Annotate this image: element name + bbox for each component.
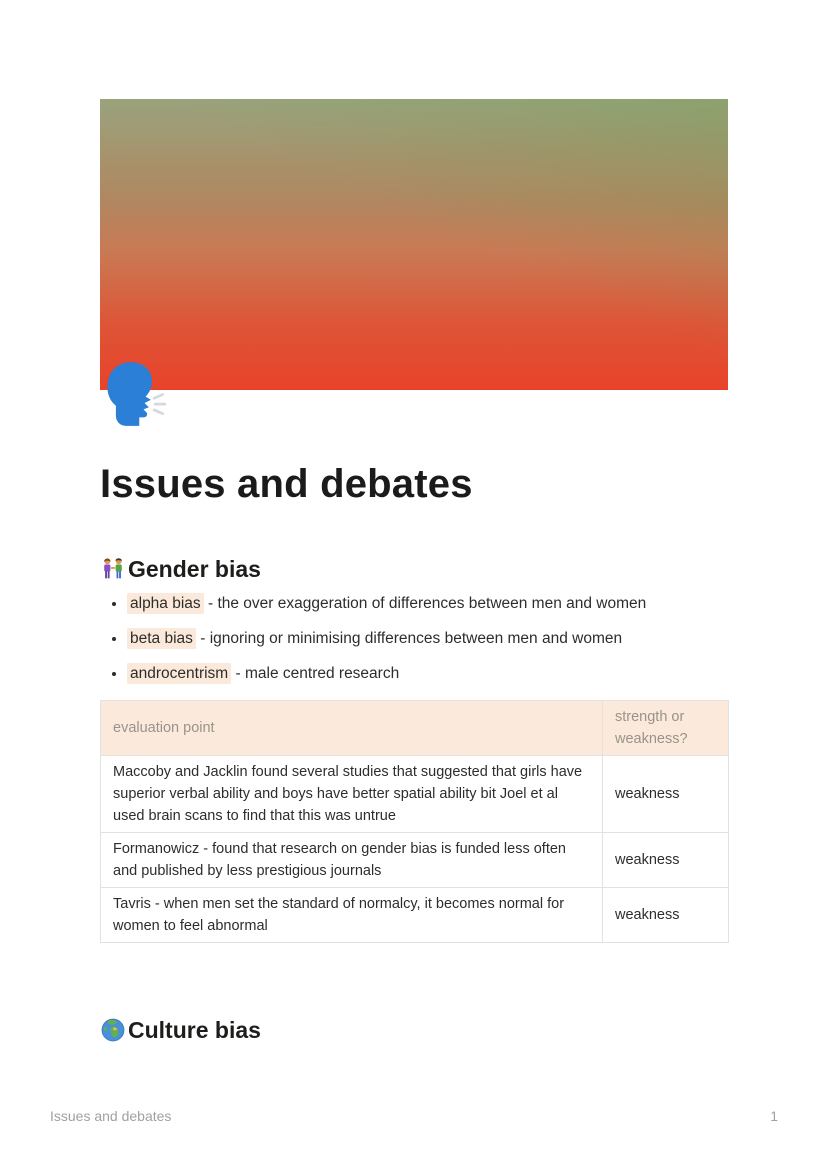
- page-footer: [50, 1108, 778, 1124]
- evaluation-point-cell: Maccoby and Jacklin found several studies that suggested that girls have superior verbal ability and boys have better spatial ability bit Joel et al used brain scans to find that this was untrue: [101, 756, 603, 833]
- evaluation-table: [100, 700, 729, 943]
- evaluation-point-cell: Formanowicz - found that research on gender bias is funded less often and published by less prestigious journals: [101, 833, 603, 888]
- bullet-text: - male centred research: [231, 665, 400, 682]
- list-item: [127, 630, 728, 648]
- highlighted-term: beta bias: [127, 628, 196, 649]
- gender-bias-section: [100, 555, 728, 943]
- verdict-cell: weakness: [603, 833, 729, 888]
- highlighted-term: androcentrism: [127, 663, 231, 684]
- list-item: [127, 595, 728, 613]
- gender-bias-heading: [100, 555, 728, 583]
- list-item: [127, 665, 728, 683]
- culture-bias-section: [100, 1016, 728, 1044]
- verdict-cell: weakness: [603, 756, 729, 833]
- table-header-row: [101, 701, 729, 756]
- gender-bias-bullet-list: [100, 595, 728, 683]
- culture-bias-heading-label: Culture bias: [128, 1017, 261, 1043]
- table-row: [101, 833, 729, 888]
- table-row: [101, 888, 729, 943]
- globe-europe-africa-icon: [100, 1017, 126, 1043]
- gender-bias-heading-label: Gender bias: [128, 556, 261, 582]
- culture-bias-heading: [100, 1016, 728, 1044]
- bullet-text: - the over exaggeration of differences between men and women: [203, 595, 647, 612]
- cover-image: [100, 99, 728, 390]
- evaluation-point-cell: Tavris - when men set the standard of normalcy, it becomes normal for women to feel abnormal: [101, 888, 603, 943]
- column-header-strength-or-weakness: strength or weakness?: [603, 701, 729, 756]
- footer-page-number: 1: [770, 1108, 778, 1124]
- verdict-cell: weakness: [603, 888, 729, 943]
- man-and-woman-holding-hands-icon: [100, 556, 126, 582]
- speaking-head-icon: [101, 360, 169, 428]
- bullet-text: - ignoring or minimising differences between men and women: [195, 630, 623, 647]
- footer-document-name: Issues and debates: [50, 1108, 172, 1124]
- highlighted-term: alpha bias: [127, 593, 204, 614]
- table-row: [101, 756, 729, 833]
- column-header-evaluation-point: evaluation point: [101, 701, 603, 756]
- page-title: Issues and debates: [100, 461, 473, 506]
